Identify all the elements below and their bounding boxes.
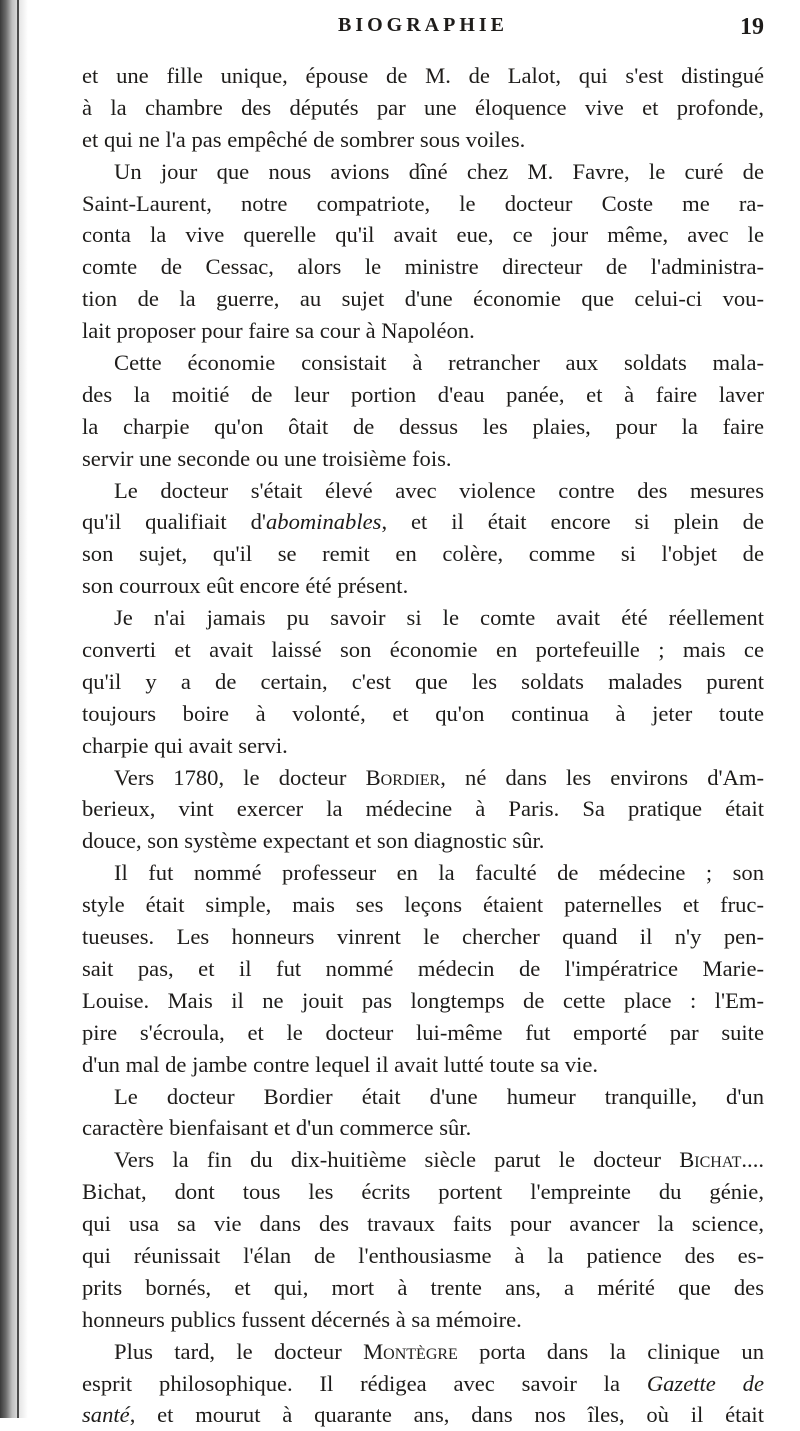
text-line: lait proposer pour faire sa cour à Napoléon. xyxy=(82,318,475,344)
text-line: qui usa sa vie dans des travaux faits pour avancer la science, xyxy=(82,1211,764,1237)
text-line: et qui ne l'a pas empêché de sombrer sous voiles. xyxy=(82,126,526,152)
text-line: Il fut nommé professeur en la faculté de médecine ; son xyxy=(114,860,764,886)
text-line: Saint-Laurent, notre compatriote, le docteur Coste me ra- xyxy=(82,190,764,216)
text-line xyxy=(82,762,764,794)
text-run: , né dans les environs d'Am- xyxy=(440,764,764,790)
running-title: BIOGRAPHIE xyxy=(337,14,509,36)
text-run: Vers 1780, le docteur xyxy=(114,764,366,790)
text-line: son courroux eût encore été présent. xyxy=(82,573,409,599)
italic-title: santé xyxy=(82,1402,130,1428)
italic-title: Gazette de xyxy=(646,1370,764,1396)
text-line: Louise. Mais il ne jouit pas longtemps de cette place : l'Em- xyxy=(82,987,764,1013)
text-line: sait pas, et il fut nommé médecin de l'impératrice Marie- xyxy=(82,955,764,981)
text-line: berieux, vint exercer la médecine à Paris. Sa pratique était xyxy=(82,796,764,822)
person-name-bichat: Bichat xyxy=(679,1147,742,1173)
text-line: son sujet, qu'il se remit en colère, comme si l'objet de xyxy=(82,541,764,567)
text-line: pire s'écroula, et le docteur lui-même fut emporté par suite xyxy=(82,1019,764,1045)
text-run: qu'il qualifiait d' xyxy=(82,509,266,535)
text-run: esprit philosophique. Il rédigea avec savoir la xyxy=(82,1370,647,1396)
text-run: Vers la fin du dix-huitième siècle parut le docteur xyxy=(114,1147,680,1173)
text-line: Bichat, dont tous les écrits portent l'empreinte du génie, xyxy=(82,1179,764,1205)
text-run: .... xyxy=(741,1147,764,1173)
running-head xyxy=(82,14,764,60)
text-line: d'un mal de jambe contre lequel il avait lutté toute sa vie. xyxy=(82,1051,599,1077)
text-line: conta la vive querelle qu'il avait eue, ce jour même, avec le xyxy=(82,222,764,248)
text-line: qui réunissait l'élan de l'enthousiasme à la patience des es- xyxy=(82,1242,764,1268)
text-line: tion de la guerre, au sujet d'une économie que celui-ci vou- xyxy=(82,286,764,312)
text-line xyxy=(82,1336,764,1368)
text-line: Le docteur s'était élevé avec violence contre des mesures xyxy=(114,477,764,503)
text-line: et une fille unique, épouse de M. de Lalot, qui s'est distingué xyxy=(82,63,764,88)
book-page xyxy=(82,14,764,1431)
text-line: douce, son système expectant et son diagnostic sûr. xyxy=(82,828,545,854)
text-line xyxy=(82,1399,764,1431)
text-run: , et il était encore si plein de xyxy=(381,509,764,535)
text-line: charpie qui avait servi. xyxy=(82,732,288,758)
text-line: servir une seconde ou une troisième fois. xyxy=(82,445,452,471)
text-line: des la moitié de leur portion d'eau panée, et à faire laver xyxy=(82,381,764,407)
text-line: converti et avait laissé son économie en portefeuille ; mais ce xyxy=(82,637,764,663)
text-line: à la chambre des députés par une éloquence vive et profonde, xyxy=(82,94,764,120)
person-name-bordier: Bordier xyxy=(365,764,441,790)
page-number: 19 xyxy=(740,14,764,40)
text-line: prits bornés, et qui, mort à trente ans, a mérité que des xyxy=(82,1274,764,1300)
text-line xyxy=(82,506,764,538)
text-run: Plus tard, le docteur xyxy=(114,1338,364,1364)
book-spine-shadow xyxy=(0,0,28,1418)
text-line: qu'il y a de certain, c'est que les soldats malades purent xyxy=(82,668,764,694)
text-line xyxy=(82,1368,764,1400)
body-text xyxy=(82,60,764,1431)
text-line: style était simple, mais ses leçons étaient paternelles et fruc- xyxy=(82,892,764,918)
text-line: la charpie qu'on ôtait de dessus les plaies, pour la faire xyxy=(82,413,764,439)
text-line: Cette économie consistait à retrancher aux soldats mala- xyxy=(114,350,764,376)
text-line: caractère bienfaisant et d'un commerce sûr. xyxy=(82,1115,472,1141)
text-line: comte de Cessac, alors le ministre directeur de l'administra- xyxy=(82,254,764,280)
text-line: Un jour que nous avions dîné chez M. Favre, le curé de xyxy=(114,158,764,184)
text-line: Je n'ai jamais pu savoir si le comte avait été réellement xyxy=(114,605,764,631)
person-name-montegre: Montègre xyxy=(363,1338,458,1364)
text-line: Le docteur Bordier était d'une humeur tranquille, d'un xyxy=(114,1083,764,1109)
text-line: toujours boire à volonté, et qu'on continua à jeter toute xyxy=(82,700,764,726)
text-line: tueuses. Les honneurs vinrent le chercher quand il n'y pen- xyxy=(82,924,764,950)
text-run: , et mourut à quarante ans, dans nos îles, où il était xyxy=(129,1402,764,1428)
binding-edge-line xyxy=(17,0,19,1418)
italic-term: abominables xyxy=(265,509,382,535)
text-run: porta dans la clinique un xyxy=(457,1338,764,1364)
text-line: honneurs publics fussent décernés à sa mémoire. xyxy=(82,1306,522,1332)
text-line xyxy=(82,1144,764,1176)
